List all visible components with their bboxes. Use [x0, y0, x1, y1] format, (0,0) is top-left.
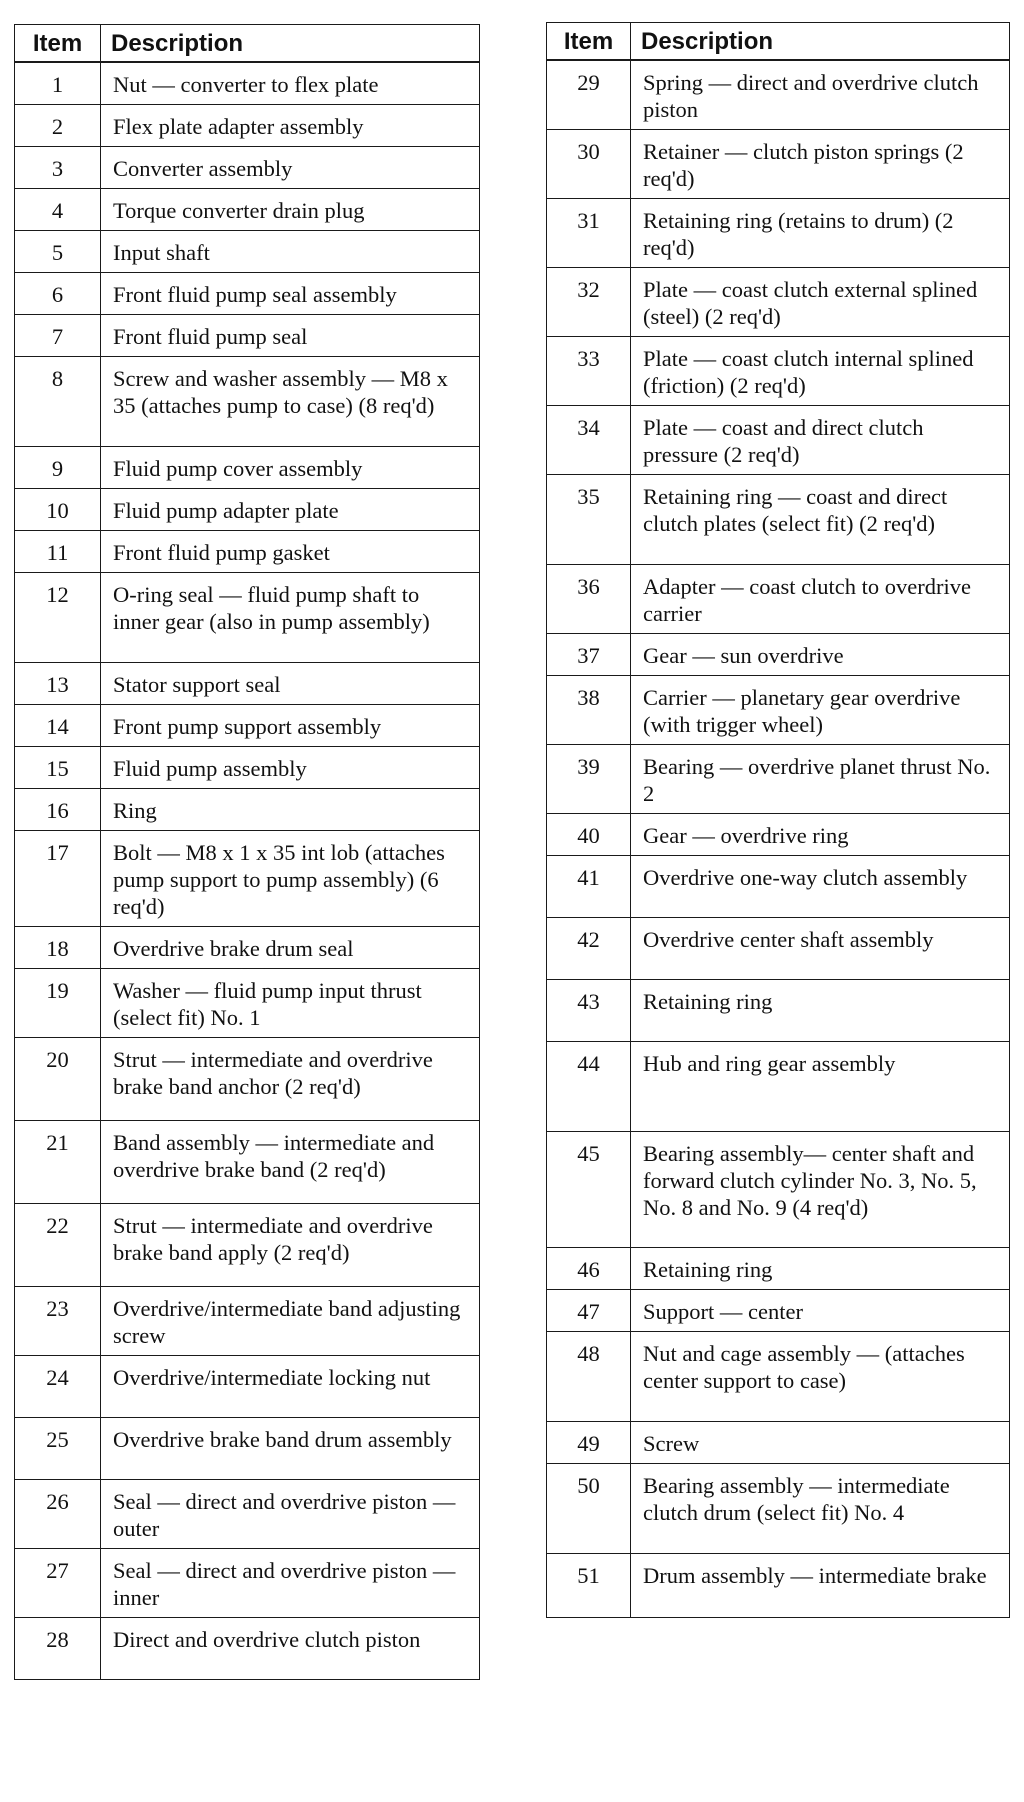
item-number: 37: [547, 634, 631, 676]
item-number: 32: [547, 268, 631, 337]
item-number: 44: [547, 1042, 631, 1132]
table-row: [547, 634, 1010, 676]
item-description: Overdrive/intermediate locking nut: [101, 1356, 480, 1418]
table-row: [547, 1464, 1010, 1554]
table-row: [15, 273, 480, 315]
table-row: [15, 1204, 480, 1287]
item-number: 16: [15, 789, 101, 831]
item-description: Strut — intermediate and overdrive brake band anchor (2 req'd): [101, 1038, 480, 1121]
table-row: [15, 1287, 480, 1356]
table-row: [15, 189, 480, 231]
item-column-header: Item: [547, 23, 631, 61]
parts-table-left: [14, 24, 480, 1680]
item-number: 3: [15, 147, 101, 189]
item-description: Retaining ring (retains to drum) (2 req'd): [631, 199, 1010, 268]
item-description: Seal — direct and overdrive piston — inner: [101, 1549, 480, 1618]
table-row: [15, 747, 480, 789]
item-description: Adapter — coast clutch to overdrive carrier: [631, 565, 1010, 634]
table-row: [15, 447, 480, 489]
item-description: Front pump support assembly: [101, 705, 480, 747]
item-number: 9: [15, 447, 101, 489]
item-description: Gear — sun overdrive: [631, 634, 1010, 676]
item-description: Front fluid pump seal: [101, 315, 480, 357]
table-row: [15, 573, 480, 663]
item-column-header: Item: [15, 25, 101, 63]
item-number: 7: [15, 315, 101, 357]
item-number: 43: [547, 980, 631, 1042]
item-description: Bearing — overdrive planet thrust No. 2: [631, 745, 1010, 814]
item-description: Hub and ring gear assembly: [631, 1042, 1010, 1132]
table-row: [15, 705, 480, 747]
item-number: 38: [547, 676, 631, 745]
item-number: 48: [547, 1332, 631, 1422]
table-row: [547, 980, 1010, 1042]
table-row: [547, 745, 1010, 814]
item-description: Input shaft: [101, 231, 480, 273]
item-description: Bearing assembly— center shaft and forward clutch cylinder No. 3, No. 5, No. 8 and No. 9 (4 req'd): [631, 1132, 1010, 1248]
item-number: 33: [547, 337, 631, 406]
item-description: Support — center: [631, 1290, 1010, 1332]
item-description: Retainer — clutch piston springs (2 req'd): [631, 130, 1010, 199]
item-description: Direct and overdrive clutch piston: [101, 1618, 480, 1680]
item-description: Plate — coast clutch external splined (steel) (2 req'd): [631, 268, 1010, 337]
item-number: 49: [547, 1422, 631, 1464]
item-number: 41: [547, 856, 631, 918]
item-number: 31: [547, 199, 631, 268]
table-row: [15, 489, 480, 531]
table-row: [15, 1418, 480, 1480]
item-description: Overdrive brake band drum assembly: [101, 1418, 480, 1480]
table-row: [15, 1618, 480, 1680]
table-row: [15, 105, 480, 147]
item-description: Overdrive/intermediate band adjusting screw: [101, 1287, 480, 1356]
table-row: [15, 1121, 480, 1204]
item-description: Converter assembly: [101, 147, 480, 189]
parts-table-right-body: [547, 60, 1010, 1618]
item-description: Drum assembly — intermediate brake: [631, 1554, 1010, 1618]
item-description: Band assembly — intermediate and overdrive brake band (2 req'd): [101, 1121, 480, 1204]
table-row: [15, 1480, 480, 1549]
item-number: 45: [547, 1132, 631, 1248]
item-number: 36: [547, 565, 631, 634]
item-description: Washer — fluid pump input thrust (select fit) No. 1: [101, 969, 480, 1038]
table-row: [547, 1132, 1010, 1248]
item-description: Torque converter drain plug: [101, 189, 480, 231]
item-number: 22: [15, 1204, 101, 1287]
item-number: 10: [15, 489, 101, 531]
item-number: 2: [15, 105, 101, 147]
item-description: Bolt — M8 x 1 x 35 int lob (attaches pump support to pump assembly) (6 req'd): [101, 831, 480, 927]
item-number: 20: [15, 1038, 101, 1121]
item-number: 46: [547, 1248, 631, 1290]
table-row: [15, 663, 480, 705]
item-description: Overdrive one-way clutch assembly: [631, 856, 1010, 918]
item-description: Overdrive brake drum seal: [101, 927, 480, 969]
table-row: [547, 60, 1010, 130]
item-number: 34: [547, 406, 631, 475]
item-number: 4: [15, 189, 101, 231]
table-row: [547, 475, 1010, 565]
item-number: 8: [15, 357, 101, 447]
item-description: Front fluid pump gasket: [101, 531, 480, 573]
item-description: Retaining ring — coast and direct clutch plates (select fit) (2 req'd): [631, 475, 1010, 565]
item-number: 17: [15, 831, 101, 927]
item-description: Fluid pump adapter plate: [101, 489, 480, 531]
table-row: [547, 268, 1010, 337]
item-description: Nut — converter to flex plate: [101, 62, 480, 105]
item-description: Bearing assembly — intermediate clutch drum (select fit) No. 4: [631, 1464, 1010, 1554]
item-description: O-ring seal — fluid pump shaft to inner gear (also in pump assembly): [101, 573, 480, 663]
item-description: Fluid pump cover assembly: [101, 447, 480, 489]
item-number: 27: [15, 1549, 101, 1618]
item-description: Retaining ring: [631, 980, 1010, 1042]
table-row: [547, 918, 1010, 980]
item-number: 26: [15, 1480, 101, 1549]
item-description: Screw and washer assembly — M8 x 35 (attaches pump to case) (8 req'd): [101, 357, 480, 447]
table-row: [547, 1422, 1010, 1464]
item-description: Front fluid pump seal assembly: [101, 273, 480, 315]
item-description: Stator support seal: [101, 663, 480, 705]
item-number: 12: [15, 573, 101, 663]
table-row: [15, 1038, 480, 1121]
table-row: [547, 1332, 1010, 1422]
item-description: Fluid pump assembly: [101, 747, 480, 789]
table-row: [15, 531, 480, 573]
item-number: 28: [15, 1618, 101, 1680]
table-row: [547, 337, 1010, 406]
item-description: Gear — overdrive ring: [631, 814, 1010, 856]
item-number: 1: [15, 62, 101, 105]
item-number: 35: [547, 475, 631, 565]
item-description: Seal — direct and overdrive piston — outer: [101, 1480, 480, 1549]
item-description: Nut and cage assembly — (attaches center support to case): [631, 1332, 1010, 1422]
table-row: [547, 565, 1010, 634]
item-number: 40: [547, 814, 631, 856]
item-number: 42: [547, 918, 631, 980]
header-row: [15, 25, 480, 63]
table-row: [547, 199, 1010, 268]
item-description: Plate — coast and direct clutch pressure (2 req'd): [631, 406, 1010, 475]
item-description: Flex plate adapter assembly: [101, 105, 480, 147]
header-row: [547, 23, 1010, 61]
table-row: [547, 406, 1010, 475]
item-number: 18: [15, 927, 101, 969]
table-row: [547, 1290, 1010, 1332]
item-number: 24: [15, 1356, 101, 1418]
table-row: [547, 856, 1010, 918]
description-column-header: Description: [101, 25, 480, 63]
table-row: [15, 357, 480, 447]
item-number: 6: [15, 273, 101, 315]
item-description: Retaining ring: [631, 1248, 1010, 1290]
table-row: [15, 1356, 480, 1418]
item-description: Overdrive center shaft assembly: [631, 918, 1010, 980]
description-column-header: Description: [631, 23, 1010, 61]
item-number: 51: [547, 1554, 631, 1618]
item-number: 13: [15, 663, 101, 705]
item-description: Ring: [101, 789, 480, 831]
item-number: 29: [547, 60, 631, 130]
table-row: [547, 1042, 1010, 1132]
item-number: 5: [15, 231, 101, 273]
item-number: 15: [15, 747, 101, 789]
item-number: 11: [15, 531, 101, 573]
item-number: 39: [547, 745, 631, 814]
table-row: [15, 927, 480, 969]
item-number: 23: [15, 1287, 101, 1356]
table-row: [547, 814, 1010, 856]
parts-table-left-body: [15, 62, 480, 1680]
table-row: [15, 315, 480, 357]
table-row: [15, 831, 480, 927]
item-number: 14: [15, 705, 101, 747]
parts-table-right: [546, 22, 1010, 1618]
table-row: [15, 231, 480, 273]
item-number: 50: [547, 1464, 631, 1554]
item-number: 21: [15, 1121, 101, 1204]
table-row: [547, 676, 1010, 745]
table-row: [547, 1554, 1010, 1618]
item-number: 47: [547, 1290, 631, 1332]
item-description: Screw: [631, 1422, 1010, 1464]
table-row: [15, 147, 480, 189]
item-description: Strut — intermediate and overdrive brake band apply (2 req'd): [101, 1204, 480, 1287]
item-description: Spring — direct and overdrive clutch piston: [631, 60, 1010, 130]
table-row: [547, 1248, 1010, 1290]
table-row: [547, 130, 1010, 199]
table-row: [15, 1549, 480, 1618]
item-description: Plate — coast clutch internal splined (friction) (2 req'd): [631, 337, 1010, 406]
table-row: [15, 969, 480, 1038]
table-row: [15, 62, 480, 105]
item-number: 19: [15, 969, 101, 1038]
item-number: 25: [15, 1418, 101, 1480]
item-description: Carrier — planetary gear overdrive (with trigger wheel): [631, 676, 1010, 745]
item-number: 30: [547, 130, 631, 199]
table-row: [15, 789, 480, 831]
